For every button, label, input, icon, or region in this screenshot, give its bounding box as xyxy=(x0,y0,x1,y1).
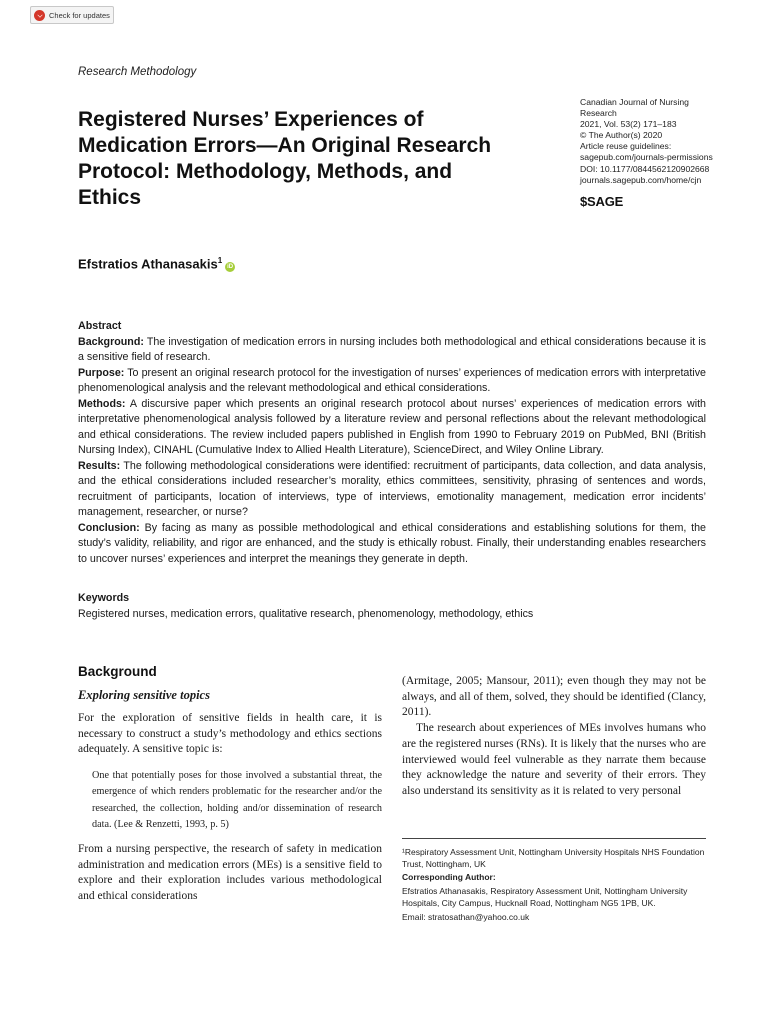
abstract-text: To present an original research protocol for the investigation of nurses’ experiences of medication errors with interpretative phenomenological analysis and the relevant methodological and ethical considerations. xyxy=(78,366,706,394)
orcid-icon[interactable]: iD xyxy=(227,264,234,271)
keywords xyxy=(78,591,706,622)
abstract-label: Purpose: xyxy=(78,366,125,379)
corresponding-author-email[interactable]: Email: stratosathan@yahoo.co.uk xyxy=(402,911,530,922)
abstract-conclusion xyxy=(78,521,706,568)
journal-line: Canadian Journal of Nursing xyxy=(580,97,689,107)
abstract-text: A discursive paper which presents an original research protocol about nurses’ experiences of medication errors with interpretative phenomenological analysis followed by a literature review and personal reflections about the relevant methodological and ethical considerations. The review included papers published in English from 1990 to February 2019 on PubMed, BNI (British Nursing Index), CINAHL (Cumulative Index to Allied Health Literature), ScienceDirect, and Wiley Online Library. xyxy=(78,397,706,456)
abstract-label: Background: xyxy=(78,335,144,348)
abstract-background xyxy=(78,335,706,366)
abstract-results xyxy=(78,459,706,521)
abstract-heading: Abstract xyxy=(78,320,122,332)
keywords-heading: Keywords xyxy=(78,592,130,604)
footnote-divider xyxy=(402,838,706,839)
journal-line: 2021, Vol. 53(2) 171–183 xyxy=(580,119,677,130)
abstract-text: The following methodological considerations were identified: recruitment of participants, data collection, and data analysis, and the ethical considerations included researcher’s morality, ethics committees, sensitivity, phrasing of sentences and words, recruitment of participants, location of interviews, type of interviews, emotionality management, medication error incidents’ management, researcher, or nurse? xyxy=(78,459,706,518)
abstract-text: The investigation of medication errors in nursing includes both methodological and ethical considerations because it is a sensitive field of research. xyxy=(78,335,706,363)
abstract-label: Methods: xyxy=(78,397,126,410)
author-line xyxy=(78,256,235,272)
corresponding-author-text: Efstratios Athanasakis, Respiratory Assessment Unit, Nottingham University Hospitals, City Campus, Hucknall Road, Nottingham NG5 1PB, UK. xyxy=(402,886,688,908)
journal-line: Research xyxy=(580,108,617,119)
check-updates-icon xyxy=(34,10,45,21)
footnote-affiliation: ¹Respiratory Assessment Unit, Nottingham University Hospitals NHS Foundation Trust, Nottingham, UK xyxy=(402,847,705,869)
section-heading: Background xyxy=(78,664,157,679)
author-name: Efstratios Athanasakis xyxy=(78,256,218,272)
journal-line-link[interactable]: sagepub.com/journals-permissions xyxy=(580,152,713,163)
affiliation-mark: 1 xyxy=(217,256,223,265)
footnotes xyxy=(402,847,706,925)
block-quote: One that potentially poses for those involved a substantial threat, the emergence of which renders problematic for the researcher and/or the researched, the collection, holding and/or dissemination of research data. (Lee & Renzetti, 1993, p. 5) xyxy=(92,770,382,830)
body-paragraph: The research about experiences of MEs involves humans who are the registered nurses (RNs). It is likely that the nurses who are interviewed would feel vulnerable as they narrate them because they acknowledge the nature and severity of their errors. They also understand its sensitivity as it is related to very personal xyxy=(402,722,706,797)
abstract-methods xyxy=(78,397,706,459)
journal-line-doi[interactable]: DOI: 10.1177/0844562120902668 xyxy=(580,163,710,174)
check-updates-label: Check for updates xyxy=(49,10,110,20)
corresponding-author-heading: Corresponding Author: xyxy=(402,872,496,883)
body-paragraph: From a nursing perspective, the research of safety in medication administration and medication errors (MEs) is a sensitive field to explore and their exploration includes various methodological and ethical considerations xyxy=(78,842,382,903)
body-column-left xyxy=(78,664,382,905)
section-label: Research Methodology xyxy=(78,66,197,78)
sage-logo-mark: $ xyxy=(580,194,588,209)
sage-logo-text: SAGE xyxy=(587,194,624,209)
abstract-label: Results: xyxy=(78,459,121,472)
check-for-updates-button[interactable] xyxy=(30,6,114,24)
article-title: Registered Nurses’ Experiences of Medication Errors—An Original Research Protocol: Methodology, Methods, and Ethics xyxy=(78,108,492,209)
abstract-purpose xyxy=(78,366,706,397)
abstract xyxy=(78,319,706,567)
journal-line: Article reuse guidelines: xyxy=(580,141,672,152)
journal-info xyxy=(580,97,720,186)
body-paragraph: For the exploration of sensitive fields in health care, it is necessary to construct a study’s methodology and ethics sections adequately. A sensitive topic is: xyxy=(78,712,382,756)
abstract-label: Conclusion: xyxy=(78,521,140,534)
sage-logo xyxy=(580,194,623,209)
body-paragraph: (Armitage, 2005; Mansour, 2011); even though they may not be always, and all of them, solved, they should be identified (Clancy, 2011). xyxy=(402,675,706,719)
subsection-heading: Exploring sensitive topics xyxy=(78,688,210,702)
keywords-text: Registered nurses, medication errors, qualitative research, phenomenology, methodology, ethics xyxy=(78,607,534,620)
body-column-right xyxy=(402,674,706,800)
journal-line-link[interactable]: journals.sagepub.com/home/cjn xyxy=(580,174,702,185)
abstract-text: By facing as many as possible methodological and ethical considerations and establishing solutions for them, the study’s validity, reliability, and rigor are enhanced, and the study is ethically robust. Finally, their understanding enables researchers to uncover nurses’ experiences and interpret the meanings they generate in depth. xyxy=(78,521,706,565)
journal-line: © The Author(s) 2020 xyxy=(580,130,663,141)
